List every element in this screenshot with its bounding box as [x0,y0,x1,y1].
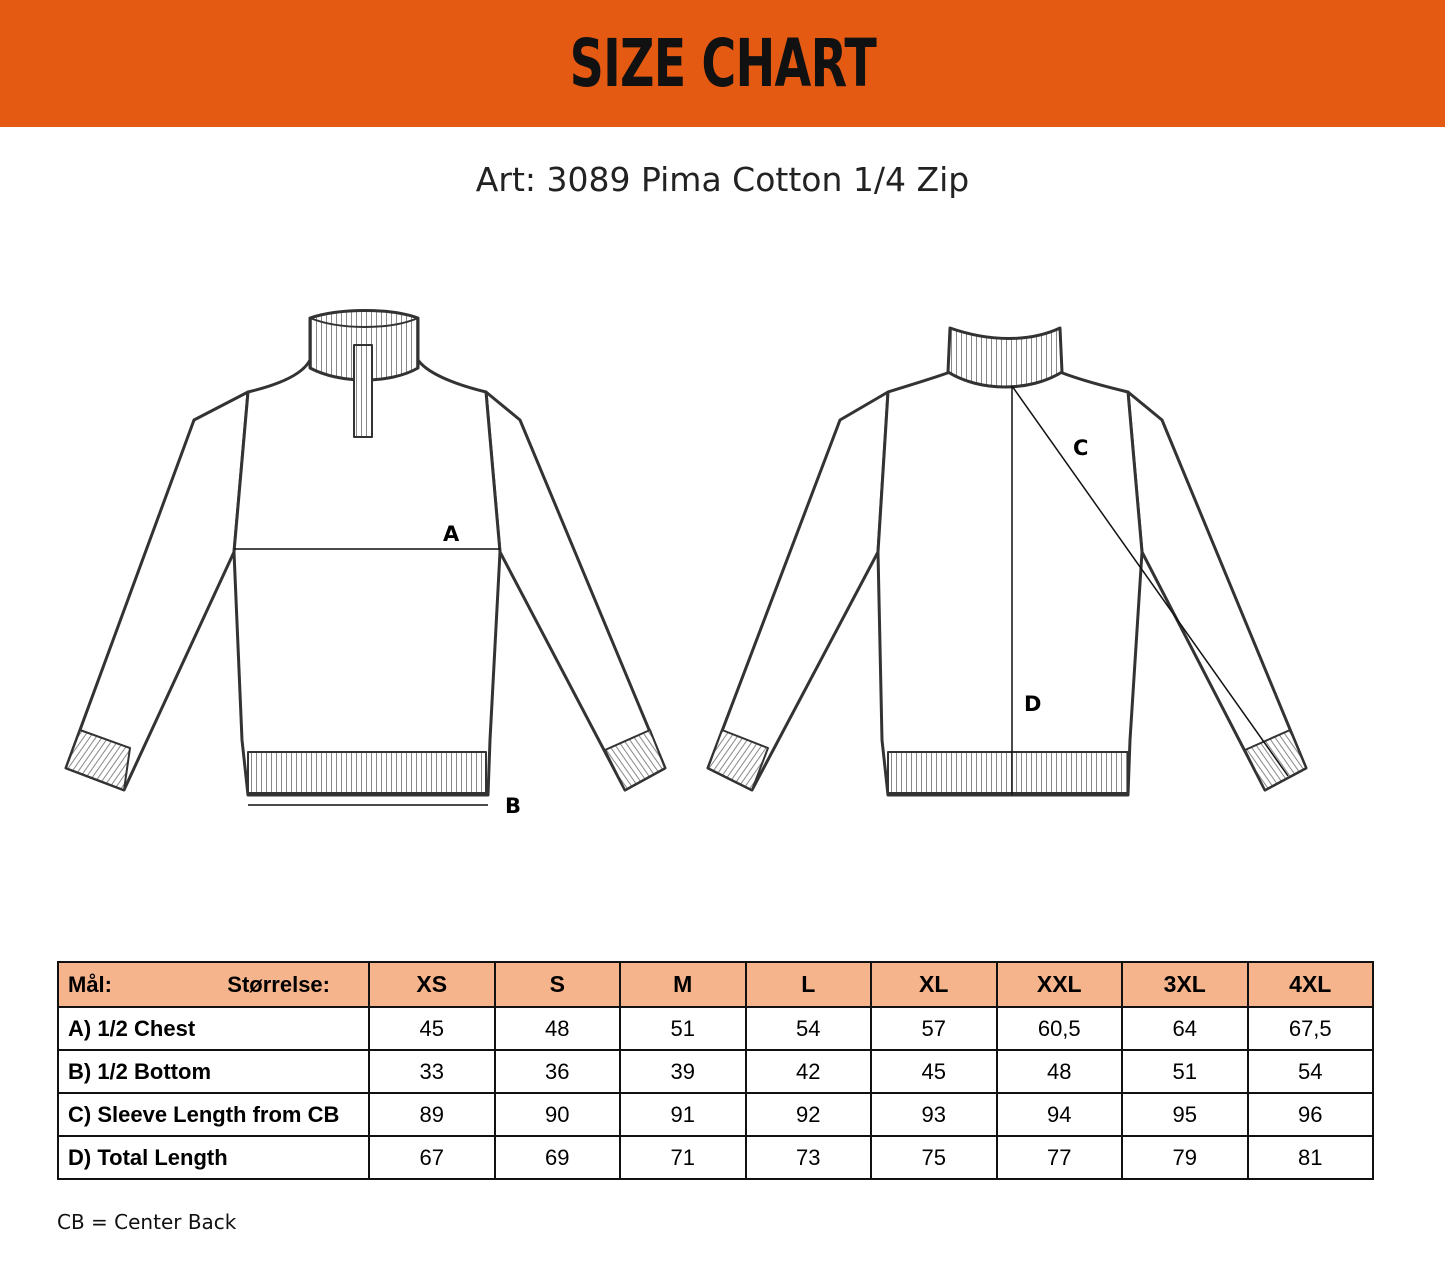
table-cell: 51 [620,1007,746,1050]
table-cell: 67 [369,1136,495,1179]
row-label: C) Sleeve Length from CB [58,1093,369,1136]
table-cell: 33 [369,1050,495,1093]
table-cell: 81 [1248,1136,1374,1179]
size-header: M [620,962,746,1007]
table-cell: 42 [746,1050,872,1093]
table-row [58,1050,1373,1093]
measure-label-c: C [1073,436,1089,460]
table-cell: 96 [1248,1093,1374,1136]
size-header-label: Størrelse: [227,971,330,997]
row-label: D) Total Length [58,1136,369,1179]
measure-label-b: B [505,794,522,818]
size-header: 3XL [1122,962,1248,1007]
measure-label-d: D [1024,692,1042,716]
table-cell: 73 [746,1136,872,1179]
table-cell: 48 [997,1050,1123,1093]
page-title: SIZE CHART [569,25,876,102]
table-row [58,1007,1373,1050]
corner-header [58,962,369,1007]
table-cell: 39 [620,1050,746,1093]
table-cell: 45 [871,1050,997,1093]
front-sweater-drawing [66,311,665,796]
table-cell: 45 [369,1007,495,1050]
table-cell: 64 [1122,1007,1248,1050]
table-cell: 94 [997,1093,1123,1136]
table-cell: 71 [620,1136,746,1179]
row-label: A) 1/2 Chest [58,1007,369,1050]
size-header: XXL [997,962,1123,1007]
table-row [58,1093,1373,1136]
size-header: XS [369,962,495,1007]
back-sweater-drawing [708,328,1306,795]
table-cell: 51 [1122,1050,1248,1093]
size-header: L [746,962,872,1007]
garment-diagram [0,290,1445,850]
table-cell: 77 [997,1136,1123,1179]
footnote: CB = Center Back [57,1210,237,1234]
table-cell: 91 [620,1093,746,1136]
table-header-row [58,962,1373,1007]
size-header: S [495,962,621,1007]
measure-header-label: Mål: [68,971,112,997]
table-cell: 67,5 [1248,1007,1374,1050]
table-cell: 75 [871,1136,997,1179]
table-cell: 48 [495,1007,621,1050]
row-label: B) 1/2 Bottom [58,1050,369,1093]
table-cell: 54 [746,1007,872,1050]
table-row [58,1136,1373,1179]
size-header: XL [871,962,997,1007]
size-header: 4XL [1248,962,1374,1007]
article-title: Art: 3089 Pima Cotton 1/4 Zip [475,160,970,199]
table-cell: 69 [495,1136,621,1179]
table-cell: 54 [1248,1050,1374,1093]
table-cell: 36 [495,1050,621,1093]
table-cell: 90 [495,1093,621,1136]
table-cell: 57 [871,1007,997,1050]
table-cell: 92 [746,1093,872,1136]
table-cell: 93 [871,1093,997,1136]
size-table [57,961,1374,1180]
table-cell: 60,5 [997,1007,1123,1050]
measure-label-a: A [443,522,460,546]
table-cell: 89 [369,1093,495,1136]
table-cell: 79 [1122,1136,1248,1179]
header-banner [0,0,1445,127]
table-cell: 95 [1122,1093,1248,1136]
